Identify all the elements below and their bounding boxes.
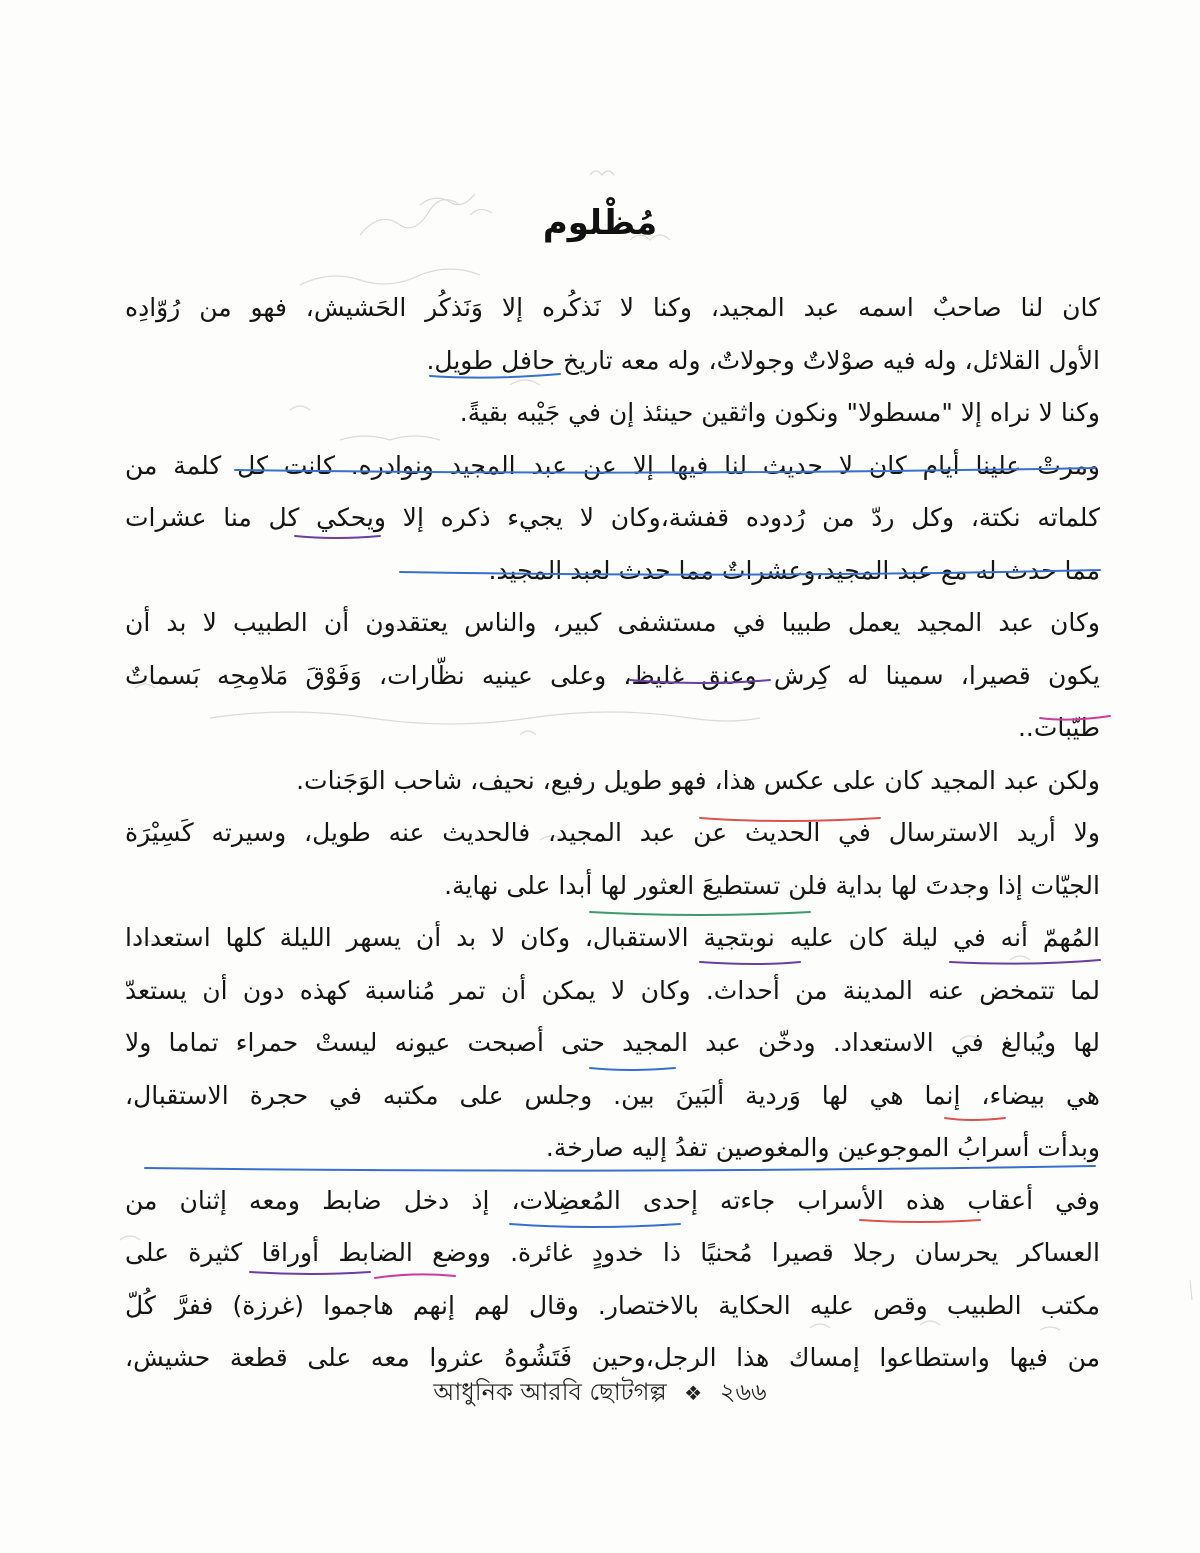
text-line: ولا أريد الاسترسال في الحديث عن عبد المجيد، فالحديث عنه طويل، وسيرته كَسِيْرَة bbox=[125, 818, 1100, 847]
text-line: كان لنا صاحبٌ اسمه عبد المجيد، وكنا لا نَذكُره إلا وَنَذكُر الحَشيش، فهو من رُوّادِه bbox=[125, 293, 1100, 322]
text-line: وكنا لا نراه إلا "مسطولا" ونكون واثقين حينئذ إن في جَيْبه بقيةً. bbox=[459, 398, 1100, 427]
text-line: طيّبات.. bbox=[1017, 713, 1100, 742]
page-footer bbox=[0, 1374, 1200, 1414]
text-line: هي بيضاء، إنما هي لها وَردية ألبَينَ بين. وجلس على مكتبه في حجرة الاستقبال، bbox=[125, 1080, 1100, 1110]
paragraph bbox=[125, 807, 1100, 912]
text-line: من فيها واستطاعوا إمساك هذا الرجل،وحين فَتَشُوهُ عثروا معه على قطعة حشيش، bbox=[125, 1343, 1100, 1372]
paragraph bbox=[125, 912, 1100, 1175]
paragraph bbox=[125, 597, 1100, 755]
book-title: আধুনিক আরবি ছোটগল্প bbox=[433, 1378, 667, 1406]
text-line: وبدأت أسرابُ الموجوعين والمغوصين تفدُ إليه صارخة. bbox=[545, 1133, 1100, 1162]
text-line: الجيّات إذا وجدتَ لها بداية فلن تستطيعَ العثور لها أبدا على نهاية. bbox=[444, 870, 1100, 900]
page-title: مُظْلوم bbox=[542, 202, 658, 243]
text-line: المُهمّ أنه في ليلة كان عليه نوبتجية الاستقبال، وكان لا بد أن يسهر الليلة كلها استعدادا bbox=[125, 923, 1100, 952]
paragraph bbox=[125, 1175, 1100, 1385]
text-line: يكون قصيرا، سمينا له كِرش وعنق غليظ، وعلى عينيه نظّارات، وَفَوْقَ مَلامِحِه بَسماتٌ bbox=[125, 660, 1100, 690]
paragraph bbox=[125, 440, 1100, 598]
page-number: ২৬৬ bbox=[719, 1378, 767, 1406]
paragraph bbox=[125, 282, 1100, 387]
paragraph bbox=[125, 387, 1100, 440]
text-line: لها ويُبالغ في الاستعداد. ودخّن عبد المجيد حتى أصبحت عيونه ليستْ حمراء تماما ولا bbox=[125, 1028, 1100, 1057]
story-body bbox=[125, 282, 1100, 1385]
text-line: ومرتْ علينا أيام كان لا حديث لنا فيها إلا عن عبد المجيد ونوادره. كانت كل كلمة من bbox=[125, 450, 1100, 480]
text-line: كلماته نكتة، وكل ردّ من رُدوده قفشة،وكان لا يجيء ذكره إلا ويحكي كل منا عشرات bbox=[125, 503, 1100, 532]
ornament-separator-icon: ❖ bbox=[684, 1381, 703, 1405]
text-line: مكتب الطبيب وقص عليه الحكاية بالاختصار. وقال لهم إنهم هاجموا (غرزة) ففرَّ كُلّ bbox=[125, 1290, 1100, 1320]
paragraph bbox=[125, 755, 1100, 808]
text-line: وكان عبد المجيد يعمل طبيبا في مستشفى كبير، والناس يعتقدون أن الطبيب لا بد أن bbox=[125, 608, 1100, 637]
text-line: ولكن عبد المجيد كان على عكس هذا، فهو طويل رفيع، نحيف، شاحب الوَجَنات. bbox=[296, 765, 1100, 795]
text-line: الأول القلائل، وله فيه صوْلاتٌ وجولاتٌ، وله معه تاريخ حافل طويل. bbox=[426, 345, 1100, 375]
text-line: لما تتمخض عنه المدينة من أحداث. وكان لا يمكن أن تمر مُناسبة كهذه دون أن يستعدّ bbox=[125, 975, 1100, 1005]
text-line: العساكر يحرسان رجلا قصيرا مُحنيًا ذا خدودٍ غائرة. ووضع الضابط أوراقا كثيرة على bbox=[125, 1238, 1100, 1267]
text-line: وفي أعقاب هذه الأسراب جاءته إحدى المُعضِلات، إذ دخل ضابط ومعه إثنان من bbox=[125, 1185, 1100, 1215]
text-line: مما حدث له مع عبد المجيد،وعشراتٌ مما حدث لعبد المجيد. bbox=[488, 555, 1100, 585]
